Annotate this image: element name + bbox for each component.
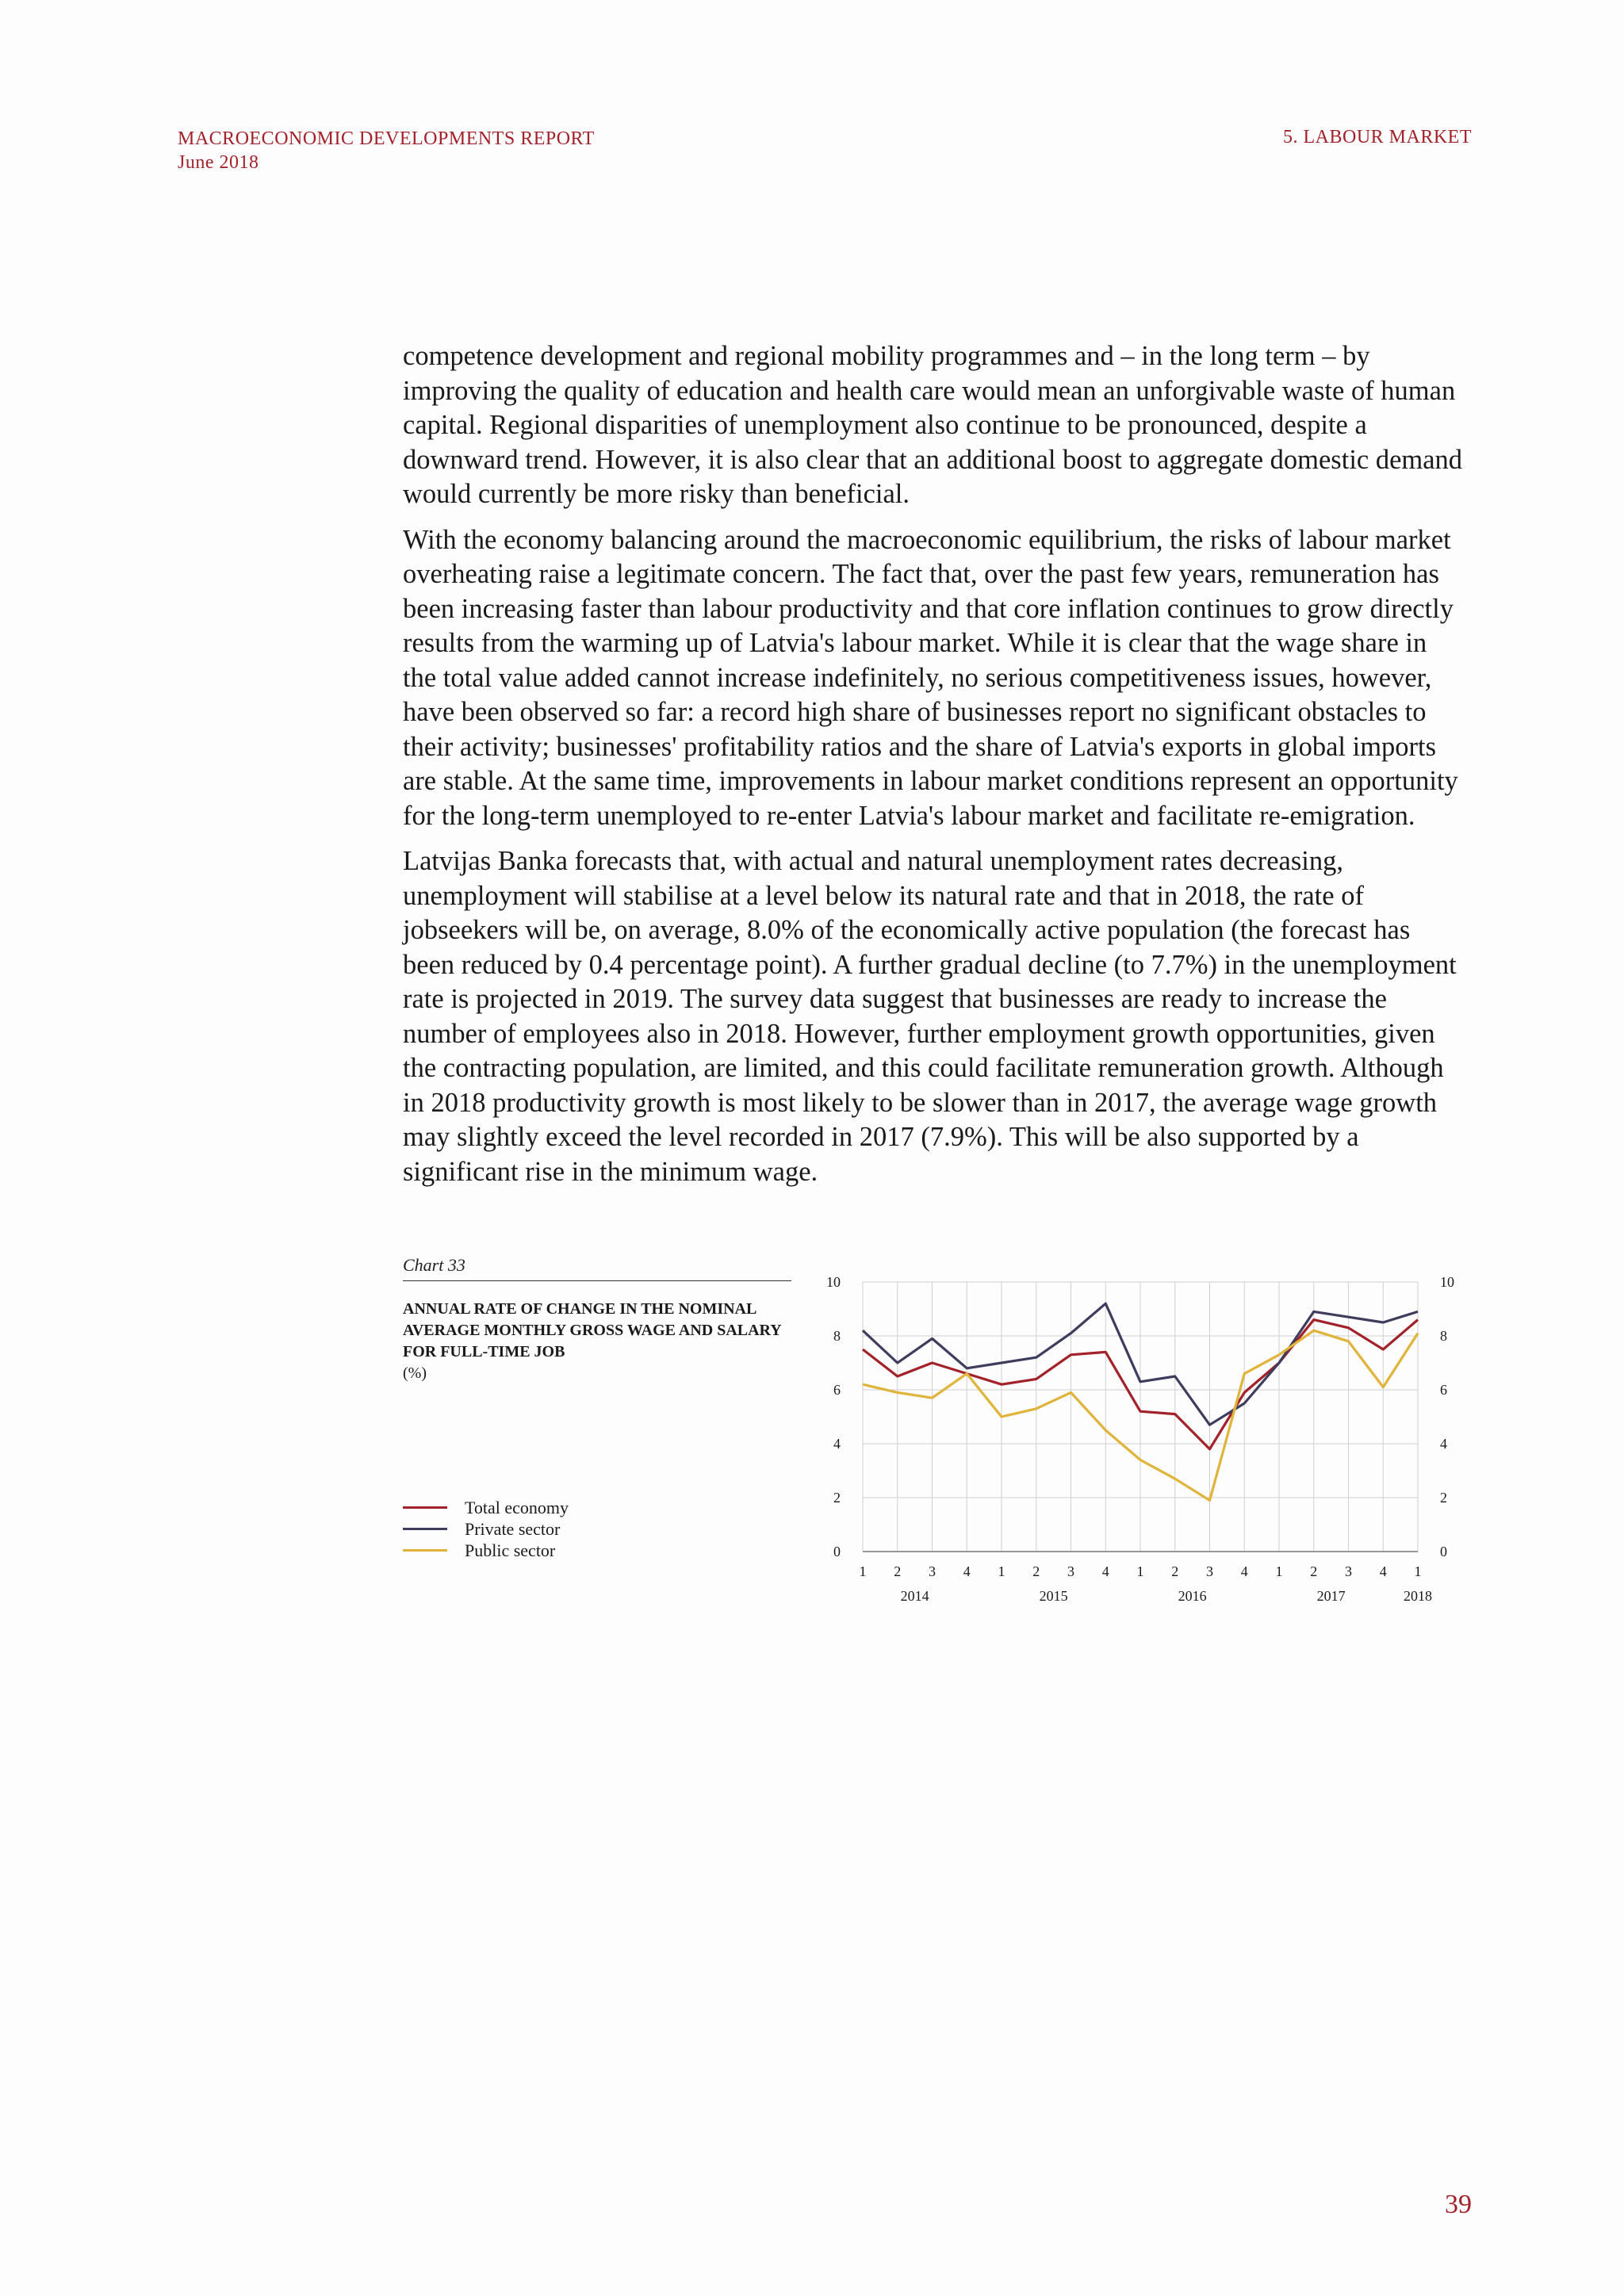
page-number: 39 (1445, 2190, 1472, 2219)
legend-item-private (403, 1518, 569, 1540)
y-tick-label-right: 0 (1440, 1544, 1447, 1559)
x-year-label: 2016 (1178, 1588, 1207, 1604)
x-year-label: 2017 (1316, 1588, 1346, 1604)
body-text (403, 339, 1465, 1200)
legend-item-public (403, 1540, 569, 1561)
x-tick-label: 2 (1032, 1563, 1040, 1579)
x-tick-label: 3 (1206, 1563, 1213, 1579)
x-tick-label: 1 (1414, 1563, 1422, 1579)
x-year-label: 2015 (1039, 1588, 1068, 1604)
running-header-left (178, 127, 595, 174)
paragraph: Latvijas Banka forecasts that, with actual and natural unemployment rates decreasing, unemployment will stabilise at a level below its natural rate and that in 2018, the rate of jobseekers will be, on average, 8.0% of the economically active population (the forecast has been reduced by 0.4 percentage point). A further gradual decline (to 7.7%) in the unemployment rate is projected in 2019. The survey data suggest that businesses are ready to increase the number of employees also in 2018. However, further employment growth opportunities, given the contracting population, are limited, and this could facilitate remuneration growth. Although in 2018 productivity growth is most likely to be slower than in 2017, the average wage growth may slightly exceed the level recorded in 2017 (7.9%). This will be also supported by a significant rise in the minimum wage. (403, 846, 1457, 1187)
chart-number: Chart 33 (403, 1255, 791, 1281)
x-tick-label: 3 (1067, 1563, 1074, 1579)
report-date: June 2018 (178, 152, 259, 173)
chart-unit: (%) (403, 1364, 427, 1382)
x-tick-label: 2 (1171, 1563, 1179, 1579)
x-year-label: 2018 (1404, 1588, 1432, 1604)
legend-item-total (403, 1497, 569, 1518)
y-tick-label-right: 4 (1440, 1436, 1447, 1452)
y-tick-label-left: 10 (826, 1274, 841, 1290)
y-tick-label-right: 2 (1440, 1490, 1447, 1506)
paragraph: competence development and regional mobility programmes and – in the long term – by improving the quality of education and health care would mean an unforgivable waste of human capital. Regional disparities of unemployment also continue to be pronounced, despite a downward trend. However, it is also clear that an additional boost to aggregate domestic demand would currently be more risky than beneficial. (403, 341, 1463, 509)
y-tick-label-left: 8 (833, 1328, 841, 1344)
x-tick-label: 3 (1345, 1563, 1352, 1579)
legend-label: Public sector (465, 1540, 556, 1560)
x-tick-label: 4 (1101, 1563, 1109, 1579)
x-tick-label: 2 (1310, 1563, 1318, 1579)
y-tick-label-left: 0 (833, 1544, 841, 1559)
legend-swatch (403, 1506, 447, 1509)
chart-caption (403, 1255, 791, 1384)
legend-swatch (403, 1528, 447, 1530)
y-tick-label-left: 6 (833, 1382, 841, 1398)
x-tick-label: 1 (998, 1563, 1005, 1579)
chart-grid (863, 1282, 1418, 1552)
y-tick-label-left: 2 (833, 1490, 841, 1506)
y-tick-label-right: 6 (1440, 1382, 1447, 1398)
x-year-label: 2014 (900, 1588, 929, 1604)
x-tick-label: 4 (1379, 1563, 1387, 1579)
x-tick-label: 3 (929, 1563, 936, 1579)
legend-swatch (403, 1549, 447, 1552)
x-tick-label: 1 (1275, 1563, 1283, 1579)
x-tick-label: 2 (894, 1563, 902, 1579)
paragraph: With the economy balancing around the macroeconomic equilibrium, the risks of labour market overheating raise a legitimate concern. The fact that, over the past few years, remuneration has been increasing faster than labour productivity and that core inflation continues to grow directly results from the warming up of Latvia's labour market. While it is clear that the wage share in the total value added cannot increase indefinitely, no serious competitiveness issues, however, have been observed so far: a record high share of businesses report no significant obstacles to their activity; businesses' profitability ratios and the share of Latvia's exports in global imports are stable. At the same time, improvements in labour market conditions represent an opportunity for the long-term unemployed to re-enter Latvia's labour market and facilitate re-emigration. (403, 524, 1458, 831)
legend-label: Total economy (465, 1497, 569, 1517)
y-tick-label-right: 10 (1440, 1274, 1454, 1290)
chart-legend (403, 1497, 569, 1561)
report-title: MACROECONOMIC DEVELOPMENTS REPORT (178, 128, 595, 149)
x-tick-label: 1 (1136, 1563, 1144, 1579)
x-tick-label: 1 (859, 1563, 867, 1579)
x-tick-label: 4 (1240, 1563, 1248, 1579)
line-chart (809, 1261, 1475, 1625)
x-tick-label: 4 (963, 1563, 971, 1579)
legend-label: Private sector (465, 1518, 561, 1539)
section-title: 5. LABOUR MARKET (1282, 127, 1472, 147)
chart-title: ANNUAL RATE OF CHANGE IN THE NOMINAL AVERAGE MONTHLY GROSS WAGE AND SALARY FOR FULL-TIME JOB (403, 1300, 781, 1360)
y-tick-label-left: 4 (833, 1436, 841, 1452)
y-tick-label-right: 8 (1440, 1328, 1447, 1344)
